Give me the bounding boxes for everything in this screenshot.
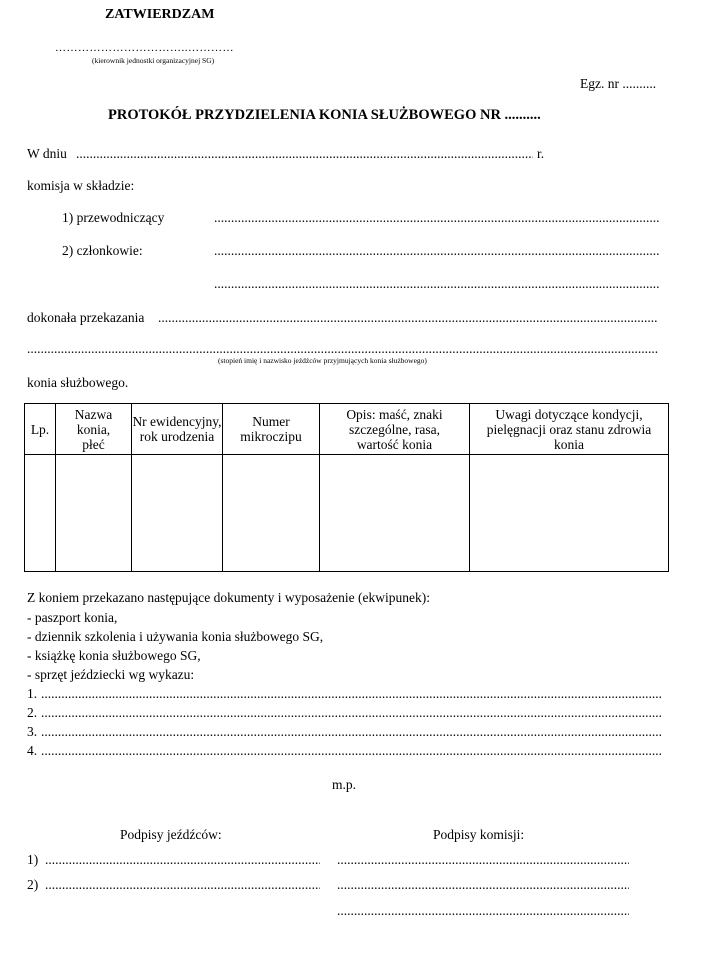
documents-intro: Z koniem przekazano następujące dokumenty i wyposażenie (ekwipunek): xyxy=(27,590,430,605)
riders-caption: (stopień imię i nazwisko jeźdźców przyjmujących konia służbowego) xyxy=(218,356,427,365)
horse-table xyxy=(24,403,669,572)
document-item: - paszport konia, xyxy=(27,610,118,625)
members-label: 2) członkowie: xyxy=(62,243,143,258)
header-lp: Lp. xyxy=(25,404,56,455)
equipment-dots xyxy=(41,724,661,740)
handover-dots xyxy=(158,310,658,326)
table-row xyxy=(25,455,669,572)
header-description: Opis: maść, znaki szczególne, rasa, wartość konia xyxy=(320,404,470,455)
equipment-dots xyxy=(41,743,661,759)
table-header-row xyxy=(25,404,669,455)
commission-signatures-heading: Podpisy komisji: xyxy=(433,827,525,842)
riders-signatures-heading: Podpisy jeźdźców: xyxy=(120,827,222,842)
rider-signature-number: 2) xyxy=(27,877,39,892)
header-microchip: Numer mikroczipu xyxy=(223,404,320,455)
riders-dots xyxy=(27,341,658,357)
equipment-dots xyxy=(41,686,661,702)
approval-caption: (kierownik jednostki organizacyjnej SG) xyxy=(92,56,215,65)
approval-heading: ZATWIERDZAM xyxy=(105,7,215,22)
page-title: PROTOKÓŁ PRZYDZIELENIA KONIA SŁUŻBOWEGO NR .......... xyxy=(108,107,541,123)
equipment-number: 2. xyxy=(27,705,38,720)
horse-label: konia służbowego. xyxy=(27,375,129,390)
cell-remarks[interactable] xyxy=(470,455,669,572)
chairman-dots xyxy=(214,210,660,226)
rider-signature-dots xyxy=(45,877,320,893)
cell-microchip[interactable] xyxy=(223,455,320,572)
date-dots xyxy=(76,146,533,162)
header-horse-name: Nazwa konia, płeć xyxy=(56,404,132,455)
date-prefix: W dniu xyxy=(27,146,67,161)
commission-label: komisja w składzie: xyxy=(27,178,135,193)
equipment-number: 4. xyxy=(27,743,38,758)
cell-description[interactable] xyxy=(320,455,470,572)
cell-registration-number[interactable] xyxy=(132,455,223,572)
commission-signature-dots xyxy=(337,877,629,893)
header-remarks: Uwagi dotyczące kondycji, pielęgnacji oraz stanu zdrowia konia xyxy=(470,404,669,455)
cell-horse-name[interactable] xyxy=(56,455,132,572)
rider-signature-dots xyxy=(45,852,320,868)
handover-label: dokonała przekazania xyxy=(27,310,145,325)
document-item: - sprzęt jeździecki wg wykazu: xyxy=(27,667,195,682)
stamp-label: m.p. xyxy=(332,777,357,792)
equipment-number: 1. xyxy=(27,686,38,701)
member-dots-2 xyxy=(214,276,660,292)
commission-signature-dots xyxy=(337,852,629,868)
approval-signature-line: ……………………………..………… xyxy=(55,42,234,54)
chairman-label: 1) przewodniczący xyxy=(62,210,165,225)
commission-signature-dots xyxy=(337,903,629,919)
member-dots-1 xyxy=(214,243,660,259)
equipment-dots xyxy=(41,705,661,721)
rider-signature-number: 1) xyxy=(27,852,39,867)
copy-number: Egz. nr .......... xyxy=(580,76,657,91)
document-item: - dziennik szkolenia i używania konia służbowego SG, xyxy=(27,629,324,644)
date-suffix: r. xyxy=(537,146,545,161)
header-registration-number: Nr ewidencyjny, rok urodzenia xyxy=(132,404,223,455)
cell-lp[interactable] xyxy=(25,455,56,572)
equipment-number: 3. xyxy=(27,724,38,739)
document-item: - książkę konia służbowego SG, xyxy=(27,648,201,663)
